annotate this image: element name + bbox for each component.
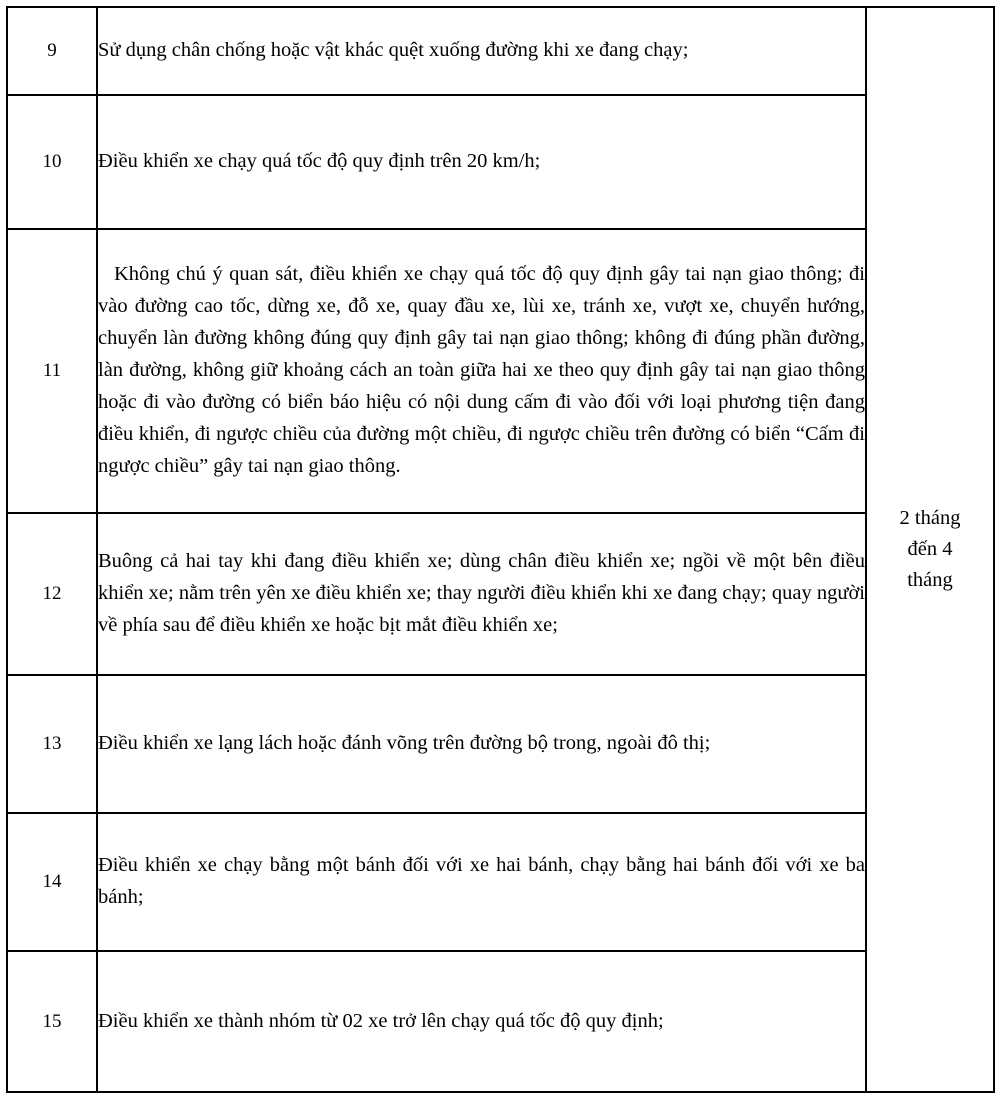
table-row: [7, 813, 994, 951]
violation-description-text: Không chú ý quan sát, điều khiển xe chạy quá tốc độ quy định gây tai nạn giao thông; đi vào đường cao tốc, dừng xe, đỗ xe, quay đầu xe, lùi xe, tránh xe, vượt xe, chuyển hướng, chuyển làn đường không đúng quy định gây tai nạn giao thông; không đi đúng phần đường, làn đường, không giữ khoảng cách an toàn giữa hai xe theo quy định gây tai nạn giao thông hoặc đi vào đường có biển báo hiệu có nội dung cấm đi vào đối với loại phương tiện đang điều khiển, đi ngược chiều của đường một chiều, đi ngược chiều trên đường có biển “Cấm đi ngược chiều” gây tai nạn giao thông.: [98, 263, 865, 477]
violations-table: [6, 6, 995, 1093]
violation-description-text: Điều khiển xe chạy quá tốc độ quy định trên 20 km/h;: [98, 150, 541, 173]
violation-description-cell: [97, 513, 866, 675]
row-number-cell: 15: [7, 951, 97, 1092]
violation-description-text: Điều khiển xe lạng lách hoặc đánh võng trên đường bộ trong, ngoài đô thị;: [98, 732, 711, 755]
table-row: [7, 675, 994, 813]
row-number-cell: 12: [7, 513, 97, 675]
table-row: [7, 7, 994, 95]
violation-description-cell: [97, 675, 866, 813]
penalty-duration-line-2: đến 4: [907, 538, 953, 561]
violation-description-cell: [97, 813, 866, 951]
violation-description-cell: [97, 229, 866, 513]
penalty-duration-cell: [866, 7, 994, 1092]
row-number-cell: 10: [7, 95, 97, 229]
violations-table-body: [7, 7, 994, 1092]
row-number-cell: 13: [7, 675, 97, 813]
penalty-duration-line-1: 2 tháng: [899, 507, 961, 530]
violation-description-text: Sử dụng chân chống hoặc vật khác quệt xuống đường khi xe đang chạy;: [98, 39, 689, 62]
penalty-duration-line-3: tháng: [907, 568, 953, 591]
violation-description-cell: [97, 951, 866, 1092]
table-row: [7, 229, 994, 513]
violation-description-cell: [97, 7, 866, 95]
table-row: [7, 95, 994, 229]
violation-description-text: Buông cả hai tay khi đang điều khiển xe; dùng chân điều khiển xe; ngồi về một bên điều khiển xe; nằm trên yên xe điều khiển xe; thay người điều khiển khi xe đang chạy; quay người về phía sau để điều khiển xe hoặc bịt mắt điều khiển xe;: [98, 550, 865, 636]
row-number-cell: 11: [7, 229, 97, 513]
row-number-cell: 9: [7, 7, 97, 95]
table-row: [7, 951, 994, 1092]
violation-description-cell: [97, 95, 866, 229]
row-number-cell: 14: [7, 813, 97, 951]
table-row: [7, 513, 994, 675]
violation-description-text: Điều khiển xe thành nhóm từ 02 xe trở lên chạy quá tốc độ quy định;: [98, 1009, 664, 1032]
violation-description-text: Điều khiển xe chạy bằng một bánh đối với xe hai bánh, chạy bằng hai bánh đối với xe ba bánh;: [98, 854, 865, 908]
